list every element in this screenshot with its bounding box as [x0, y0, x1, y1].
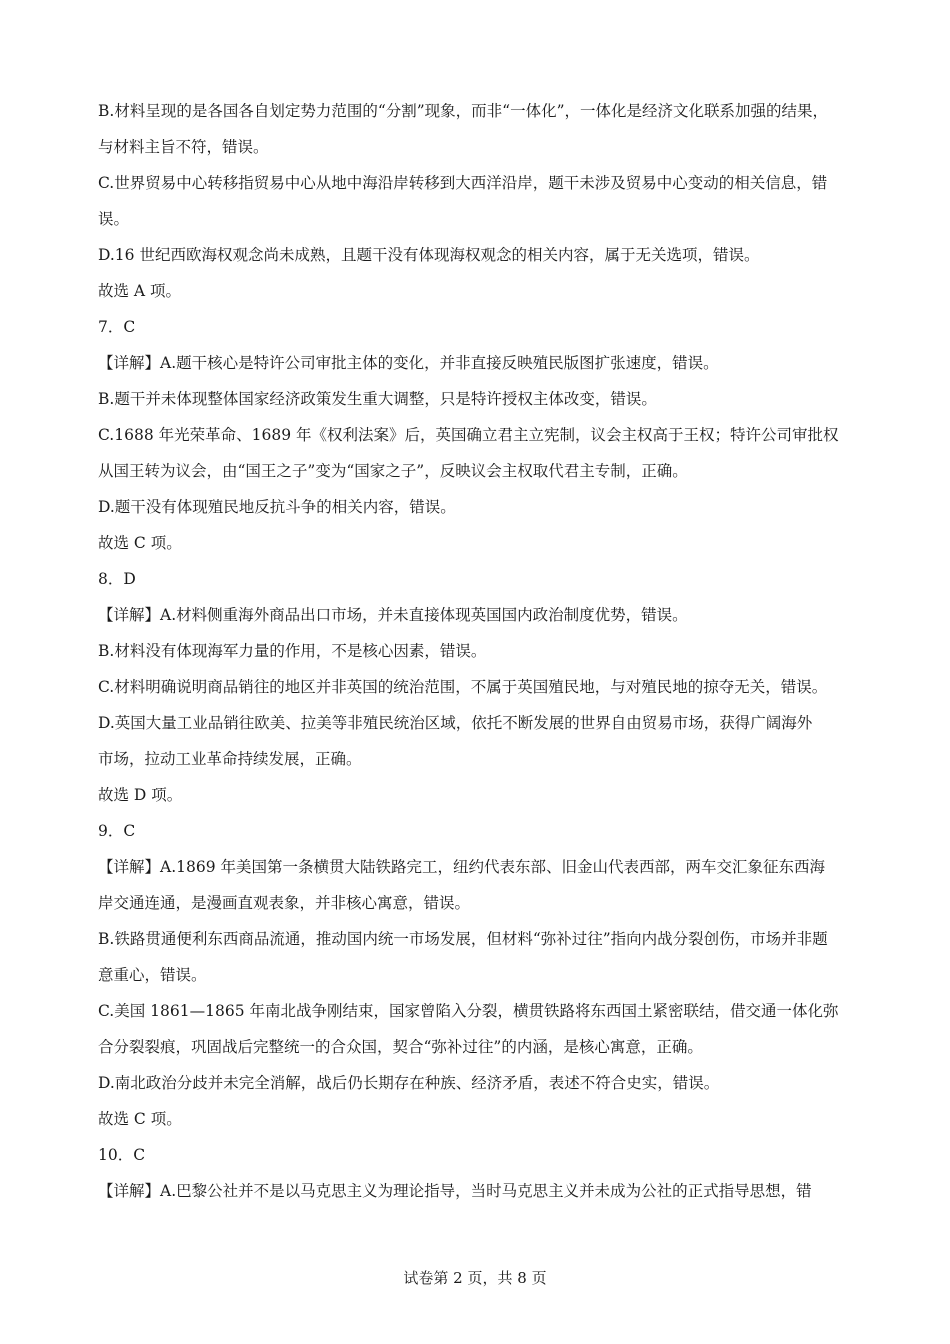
text-line: 意重心，错误。 — [98, 966, 207, 984]
text-line: 【详解】A.1869 年美国第一条横贯大陆铁路完工，纽约代表东部、旧金山代表西部，两车交汇象征东西海 — [98, 858, 825, 876]
text-line: 合分裂裂痕，巩固战后完整统一的合众国，契合“弥补过往”的内涵，是核心寓意，正确。 — [98, 1038, 703, 1056]
text-line: 故选 C 项。 — [98, 1110, 182, 1128]
text-line: B.铁路贯通便利东西商品流通，推动国内统一市场发展，但材料“弥补过往”指向内战分裂创伤，市场并非题 — [98, 930, 828, 948]
document-body — [98, 93, 868, 1209]
text-line: C.材料明确说明商品销往的地区并非英国的统治范围，不属于英国殖民地，与对殖民地的掠夺无关，错误。 — [98, 678, 828, 696]
text-line: B.材料呈现的是各国各自划定势力范围的“分割”现象，而非“一体化”，一体化是经济文化联系加强的结果， — [98, 102, 829, 120]
question-number: 8．D — [98, 570, 136, 588]
page-footer: 试卷第 2 页，共 8 页 — [403, 1269, 547, 1287]
text-line: 市场，拉动工业革命持续发展，正确。 — [98, 750, 362, 768]
text-line: B.题干并未体现整体国家经济政策发生重大调整，只是特许授权主体改变，错误。 — [98, 390, 657, 408]
text-line: C.1688 年光荣革命、1689 年《权利法案》后，英国确立君主立宪制，议会主权高于王权；特许公司审批权 — [98, 426, 839, 444]
text-line: 故选 C 项。 — [98, 534, 182, 552]
text-line: D.南北政治分歧并未完全消解，战后仍长期存在种族、经济矛盾，表述不符合史实，错误。 — [98, 1074, 720, 1092]
text-line: D.题干没有体现殖民地反抗斗争的相关内容，错误。 — [98, 498, 456, 516]
text-line: 【详解】A.题干核心是特许公司审批主体的变化，并非直接反映殖民版图扩张速度，错误。 — [98, 354, 719, 372]
text-line: D.英国大量工业品销往欧美、拉美等非殖民统治区域，依托不断发展的世界自由贸易市场，获得广阔海外 — [98, 714, 813, 732]
text-line: B.材料没有体现海军力量的作用，不是核心因素，错误。 — [98, 642, 487, 660]
text-line: C.世界贸易中心转移指贸易中心从地中海沿岸转移到大西洋沿岸，题干未涉及贸易中心变动的相关信息，错 — [98, 174, 828, 192]
question-number: 9．C — [98, 822, 136, 840]
question-number: 10．C — [98, 1146, 146, 1164]
text-line: D.16 世纪西欧海权观念尚未成熟，且题干没有体现海权观念的相关内容，属于无关选项，错误。 — [98, 246, 760, 264]
question-number: 7．C — [98, 318, 136, 336]
text-line: 故选 D 项。 — [98, 786, 183, 804]
text-line: 与材料主旨不符，错误。 — [98, 138, 269, 156]
text-line: 故选 A 项。 — [98, 282, 182, 300]
text-line: 【详解】A.巴黎公社并不是以马克思主义为理论指导，当时马克思主义并未成为公社的正式指导思想，错 — [98, 1182, 812, 1200]
text-line: 岸交通连通，是漫画直观表象，并非核心寓意，错误。 — [98, 894, 471, 912]
text-line: 误。 — [98, 210, 130, 228]
text-line: 【详解】A.材料侧重海外商品出口市场，并未直接体现英国国内政治制度优势，错误。 — [98, 606, 688, 624]
text-line: C.美国 1861—1865 年南北战争刚结束，国家曾陷入分裂，横贯铁路将东西国土紧密联结，借交通一体化弥 — [98, 1002, 839, 1020]
text-line: 从国王转为议会，由“国王之子”变为“国家之子”，反映议会主权取代君主专制，正确。 — [98, 462, 688, 480]
